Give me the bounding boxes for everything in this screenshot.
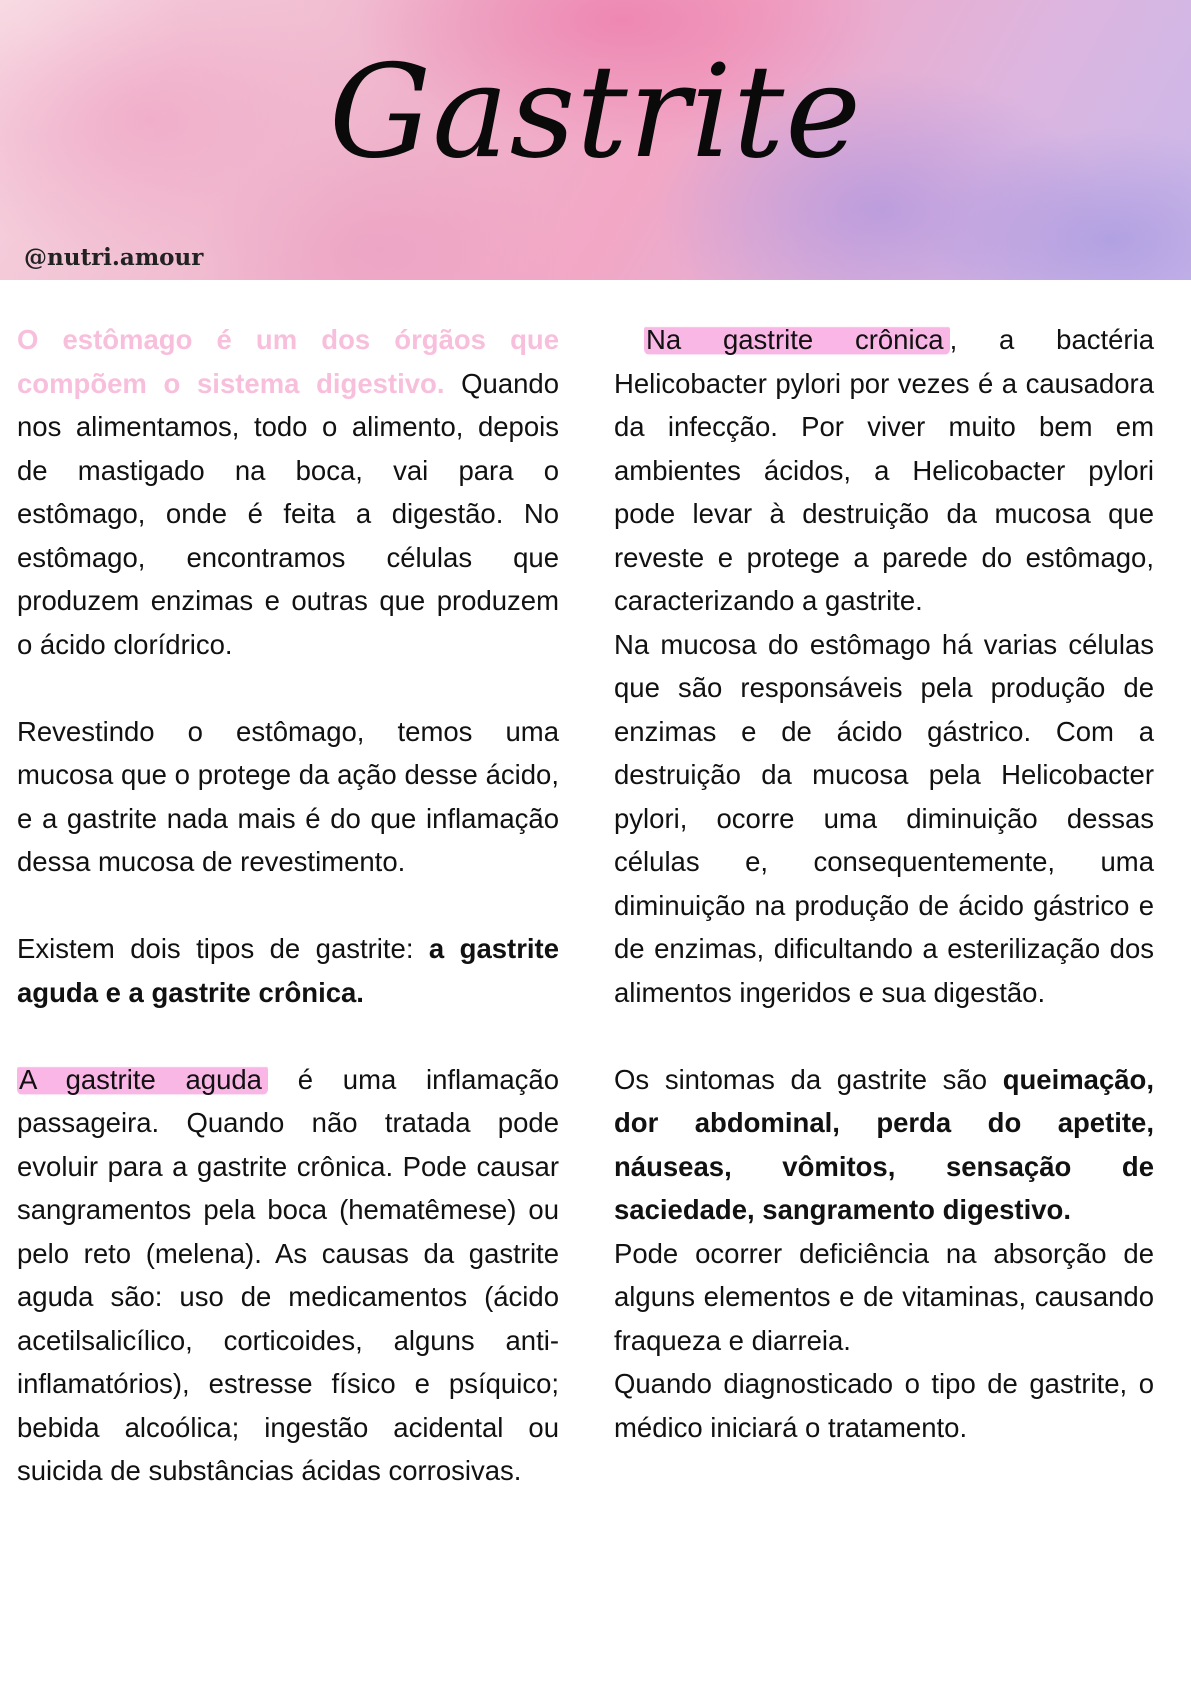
page-title: Gastrite — [329, 38, 862, 187]
treatment-paragraph: Quando diagnosticado o tipo de gastrite, o médico iniciará o tratamento. — [614, 1368, 1154, 1443]
acute-marker-text: gastrite aguda — [65, 1063, 262, 1095]
symptoms-text: Os sintomas da gastrite são — [614, 1063, 1003, 1095]
acute-marker — [17, 1064, 268, 1095]
acute-start: A — [19, 1063, 66, 1095]
acute-paragraph — [17, 1058, 559, 1493]
deficiency-paragraph: Pode ocorrer deficiência na absorção de alguns elementos e de vitaminas, causando fraqueza e diarreia. — [614, 1237, 1154, 1356]
author-handle: @nutri.amour — [24, 244, 204, 271]
left-column — [17, 318, 559, 1493]
chronic-marker: Na gastrite crônica — [644, 324, 950, 355]
right-column — [614, 318, 1154, 1449]
cells-paragraph: Na mucosa do estômago há varias células que são responsáveis pela produção de enzimas e de ácido gástrico. Com a destruição da mucosa pela Helicobacter pylori, ocorre uma diminuição dessas células e, consequentemente, uma diminuição na produção de ácido gástrico e de enzimas, dificultando a esterilização dos alimentos ingeridos e sua digestão. — [614, 628, 1154, 1008]
intro-text: Quando nos alimentamos, todo o alimento, depois de mastigado na boca, vai para o estômago, onde é feita a digestão. No estômago, encontramos células que produzem enzimas e outras que produzem o ácido clorídrico. — [17, 367, 559, 660]
chronic-paragraph — [614, 318, 1154, 623]
symptoms-bold: queimação, dor abdominal, perda do apetite, náuseas, vômitos, sensação de saciedade, sangramento digestivo. — [614, 1063, 1154, 1225]
intro-paragraph — [17, 318, 559, 666]
types-bold: a gastrite aguda e a gastrite crônica. — [17, 933, 559, 1008]
mucosa-paragraph: Revestindo o estômago, temos uma mucosa que o protege da ação desse ácido, e a gastrite nada mais é do que inflamação dessa mucosa de revestimento. — [17, 715, 559, 877]
header-banner — [0, 0, 1191, 280]
symptoms-paragraph — [614, 1058, 1154, 1232]
acute-text: é uma inflamação passageira. Quando não tratada pode evoluir para a gastrite crônica. Pode causar sangramentos pela boca (hematêmese) ou pelo reto (melena). As causas da gastrite aguda são: uso de medicamentos (ácido acetilsalicílico, corticoides, alguns anti-inflamatórios), estresse físico e psíquico; bebida alcoólica; ingestão acidental ou suicida de substâncias ácidas corrosivas. — [17, 1063, 560, 1486]
intro-highlight: O estômago é um dos órgãos que compõem o sistema digestivo. — [17, 324, 559, 399]
types-text: Existem dois tipos de gastrite: — [17, 933, 429, 964]
types-paragraph — [17, 927, 559, 1014]
chronic-text: , a bactéria Helicobacter pylori por vezes é a causadora da infecção. Por viver muito bem em ambientes ácidos, a Helicobacter pylori pode levar à destruição da mucosa que reveste e protege a parede do estômago, caracterizando a gastrite. — [614, 324, 1154, 616]
chronic-indent — [614, 324, 644, 355]
